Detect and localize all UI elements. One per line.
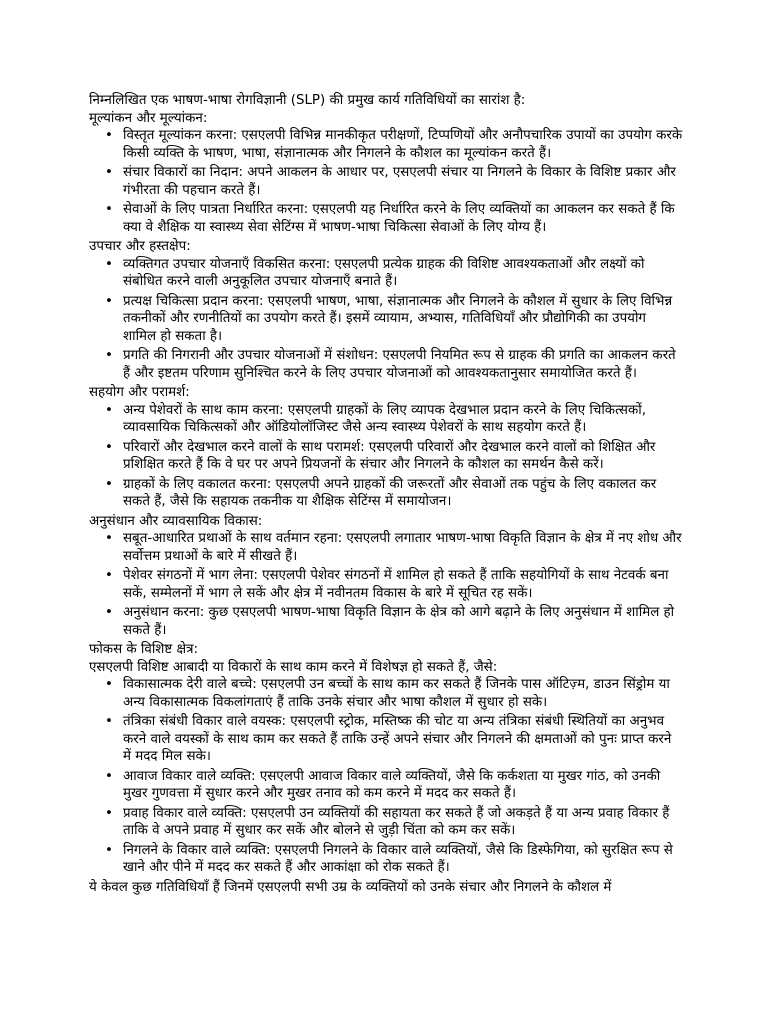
list-item-text: संचार विकारों का निदान: अपने आकलन के आधार पर, एसएलपी संचार या निगलने के विकार के विशिष्ट प्रकार और गंभीरता की पहचान करते हैं। <box>123 165 676 198</box>
bullet-icon: • <box>105 531 113 546</box>
bullet-list <box>89 530 683 639</box>
bullet-icon: • <box>105 568 113 583</box>
bullet-icon: • <box>105 768 113 784</box>
list-item-text: निगलने के विकार वाले व्यक्ति: एसएलपी निगलने के विकार वाले व्यक्तियों, जैसे कि डिस्फेगिया, को सुरक्षित रूप से खाने और पीने में मदद कर सकते हैं और आकांक्षा को रोक सकते हैं। <box>123 842 673 875</box>
list-item <box>89 676 683 711</box>
bullet-icon: • <box>105 293 113 309</box>
bullet-icon: • <box>105 805 113 821</box>
list-item-text: पेशेवर संगठनों में भाग लेना: एसएलपी पेशेवर संगठनों में शामिल हो सकते हैं ताकि सहयोगियों के साथ नेटवर्क बना सकें, सम्मेलनों में भाग ले सकें और क्षेत्र में नवीनतम विकास के बारे में सूचित रह सकें। <box>123 568 669 601</box>
bullet-icon: • <box>105 439 113 455</box>
list-item-text: प्रगति की निगरानी और उपचार योजनाओं में संशोधन: एसएलपी नियमित रूप से ग्राहक की प्रगति का आकलन करते हैं और इष्टतम परिणाम सुनिश्चित करने के लिए उपचार योजनाओं को आवश्यकतानुसार समायोजित करते हैं। <box>123 348 676 381</box>
section-focus-areas <box>89 641 683 877</box>
section-heading: उपचार और हस्तक्षेप: <box>89 239 191 254</box>
bullet-icon: • <box>105 842 113 858</box>
document-page <box>89 92 683 896</box>
closing-text: ये केवल कुछ गतिविधियाँ हैं जिनमें एसएलपी सभी उम्र के व्यक्तियों को उनके संचार और निगलने के कौशल में <box>89 879 612 895</box>
bullet-icon: • <box>105 714 113 729</box>
list-item <box>89 476 683 511</box>
list-item <box>89 567 683 602</box>
bullet-icon: • <box>105 605 113 620</box>
list-item-text: ग्राहकों के लिए वकालत करना: एसएलपी अपने ग्राहकों की जरूरतों और सेवाओं तक पहुंच के लिए वकालत कर सकते हैं, जैसे कि सहायक तकनीक या शैक्षिक सेटिंग्स में समायोजन। <box>123 476 657 509</box>
bullet-icon: • <box>105 476 113 492</box>
list-item <box>89 127 683 162</box>
list-item-text: तंत्रिका संबंधी विकार वाले वयस्क: एसएलपी स्ट्रोक, मस्तिष्क की चोट या अन्य तंत्रिका संबंधी स्थितियों का अनुभव करने वाले वयस्कों के साथ काम कर सकते हैं ताकि उन्हें अपने संचार और निगलने की क्षमताओं को पुनः प्राप्त करने में मदद मिल सके। <box>123 714 672 764</box>
section-research <box>89 513 683 640</box>
list-item <box>89 530 683 565</box>
list-item <box>89 842 683 877</box>
bullet-icon: • <box>105 202 113 217</box>
bullet-icon: • <box>105 165 113 180</box>
list-item <box>89 713 683 766</box>
list-item <box>89 256 683 291</box>
bullet-icon: • <box>105 402 113 418</box>
list-item-text: प्रवाह विकार वाले व्यक्ति: एसएलपी उन व्यक्तियों की सहायता कर सकते हैं जो अकड़ते हैं या अन्य प्रवाह विकार हैं ताकि वे अपने प्रवाह में सुधार कर सकें और बोलने से जुड़ी चिंता को कम कर सकें। <box>123 805 670 838</box>
list-item-text: प्रत्यक्ष चिकित्सा प्रदान करना: एसएलपी भाषण, भाषा, संज्ञानात्मक और निगलने के कौशल में सुधार के लिए विभिन्न तकनीकों और रणनीतियों का उपयोग करते हैं। इसमें व्यायाम, अभ्यास, गतिविधियाँ और प्रौद्योगिकी का उपयोग शामिल हो सकता है। <box>123 293 673 344</box>
section-heading: सहयोग और परामर्श: <box>89 385 190 400</box>
list-item <box>89 604 683 639</box>
section-subheading: एसएलपी विशिष्ट आबादी या विकारों के साथ काम करने में विशेषज्ञ हो सकते हैं, जैसे: <box>89 659 498 675</box>
bullet-icon: • <box>105 128 113 143</box>
list-item-text: विकासात्मक देरी वाले बच्चे: एसएलपी उन बच्चों के साथ काम कर सकते हैं जिनके पास ऑटिज़्म, डाउन सिंड्रोम या अन्य विकासात्मक विकलांगताएं हैं ताकि उनके संचार और भाषा कौशल में सुधार हो सके। <box>123 677 670 710</box>
list-item <box>89 768 683 803</box>
intro-text: निम्नलिखित एक भाषण-भाषा रोगविज्ञानी (SLP) की प्रमुख कार्य गतिविधियों का सारांश है: <box>89 93 526 108</box>
list-item <box>89 402 683 437</box>
bullet-list <box>89 402 683 511</box>
list-item <box>89 347 683 382</box>
list-item <box>89 439 683 474</box>
list-item-text: सेवाओं के लिए पात्रता निर्धारित करना: एसएलपी यह निर्धारित करने के लिए व्यक्तियों का आकलन कर सकते हैं कि क्या वे शैक्षिक या स्वास्थ्य सेवा सेटिंग्स में भाषण-भाषा चिकित्सा सेवाओं के लिए योग्य हैं। <box>123 202 675 235</box>
bullet-list <box>89 256 683 383</box>
list-item-text: अनुसंधान करना: कुछ एसएलपी भाषण-भाषा विकृति विज्ञान के क्षेत्र को आगे बढ़ाने के लिए अनुसंधान में शामिल हो सकते हैं। <box>123 605 675 638</box>
list-item-text: विस्तृत मूल्यांकन करना: एसएलपी विभिन्न मानकीकृत परीक्षणों, टिप्पणियों और अनौपचारिक उपायों का उपयोग करके किसी व्यक्ति के भाषण, भाषा, संज्ञानात्मक और निगलने के कौशल का मूल्यांकन करते हैं। <box>123 128 683 161</box>
list-item-text: अन्य पेशेवरों के साथ काम करना: एसएलपी ग्राहकों के लिए व्यापक देखभाल प्रदान करने के लिए चिकित्सकों, व्यावसायिक चिकित्सकों और ऑडियोलॉजिस्ट जैसे अन्य स्वास्थ्य पेशेवरों के साथ सहयोग करते हैं। <box>123 402 646 435</box>
list-item <box>89 805 683 840</box>
list-item-text: आवाज विकार वाले व्यक्ति: एसएलपी आवाज विकार वाले व्यक्तियों, जैसे कि कर्कशता या मुखर गांठ, को उनकी मुखर गुणवत्ता में सुधार करने और मुखर तनाव को कम करने में मदद कर सकते हैं। <box>123 768 661 801</box>
section-assessment <box>89 110 683 237</box>
bullet-icon: • <box>105 256 113 272</box>
section-heading: अनुसंधान और व्यावसायिक विकास: <box>89 513 263 529</box>
section-collaboration <box>89 384 683 511</box>
list-item-text: परिवारों और देखभाल करने वालों के साथ परामर्श: एसएलपी परिवारों और देखभाल करने वालों को शिक्षित और प्रशिक्षित करते हैं कि वे घर पर अपने प्रियजनों के संचार और निगलने के कौशल का समर्थन कैसे करें। <box>123 439 656 472</box>
bullet-icon: • <box>105 348 113 363</box>
section-heading: मूल्यांकन और मूल्यांकन: <box>89 110 208 126</box>
list-item-text: व्यक्तिगत उपचार योजनाएँ विकसित करना: एसएलपी प्रत्येक ग्राहक की विशिष्ट आवश्यकताओं और लक्ष्यों को संबोधित करने वाली अनुकूलित उपचार योजनाएँ बनाते हैं। <box>123 256 645 289</box>
bullet-icon: • <box>105 677 113 692</box>
section-treatment <box>89 238 683 382</box>
list-item-text: सबूत-आधारित प्रथाओं के साथ वर्तमान रहना: एसएलपी लगातार भाषण-भाषा विकृति विज्ञान के क्षेत्र में नए शोध और सर्वोत्तम प्रथाओं के बारे में सीखते हैं। <box>123 531 682 564</box>
list-item <box>89 164 683 199</box>
section-heading: फोकस के विशिष्ट क्षेत्र: <box>89 642 198 657</box>
bullet-list <box>89 127 683 236</box>
list-item <box>89 201 683 236</box>
bullet-list <box>89 676 683 877</box>
list-item <box>89 293 683 346</box>
